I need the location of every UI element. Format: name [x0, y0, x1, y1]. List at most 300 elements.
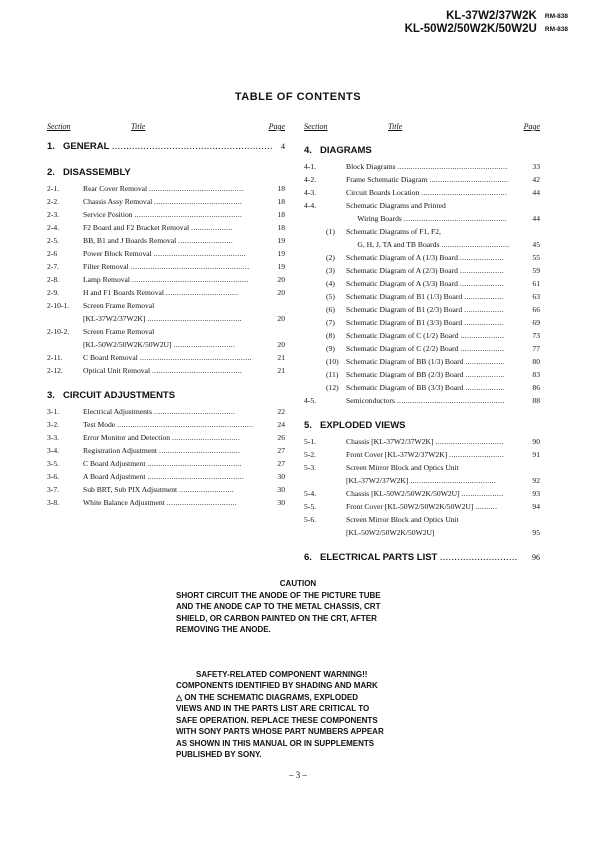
- entry-title: H and F1 Boards Removal: [83, 288, 164, 297]
- entry-title: Wiring Boards: [346, 214, 402, 223]
- entry-title-wrap: [346, 355, 518, 368]
- entry-number: 4-4.: [304, 201, 317, 210]
- entry-title: A Board Adjustment: [83, 472, 146, 481]
- dot-leader: ...................................................: [139, 353, 252, 362]
- dot-leader: .........................................: [151, 366, 243, 375]
- entry-title: [KL-37W2/37W2K]: [346, 476, 409, 485]
- dot-leader: .......................................: [410, 476, 497, 485]
- dot-leader: .......................................: [421, 188, 508, 197]
- toc-entry: [47, 312, 285, 325]
- entry-title-wrap: [346, 238, 518, 251]
- section-number: 1.: [47, 141, 55, 152]
- dot-leader: ...........................................: [147, 314, 242, 323]
- entry-page-number: 30: [277, 485, 285, 494]
- entry-page-number: 55: [532, 253, 540, 262]
- toc-entry: [304, 173, 540, 186]
- toc-entry: [304, 500, 540, 513]
- entry-title: Electrical Adjustments: [83, 407, 152, 416]
- entry-number: 2-10-2.: [47, 327, 70, 336]
- entry-title-wrap: [346, 461, 518, 474]
- toc-entry: [47, 351, 285, 364]
- section-heading: [304, 551, 540, 565]
- entry-title-wrap: [346, 448, 518, 461]
- entry-page-number: 63: [532, 292, 540, 301]
- toc-entry: [47, 208, 285, 221]
- entry-number: 4-2.: [304, 175, 317, 184]
- section-number: 6.: [304, 552, 312, 563]
- entry-title-wrap: [83, 364, 259, 377]
- entry-page-number: 86: [532, 383, 540, 392]
- entry-number: (8): [326, 331, 335, 340]
- entry-number: (10): [326, 357, 339, 366]
- dot-leader: ........................................................: [111, 142, 273, 152]
- entry-page-number: 83: [532, 370, 540, 379]
- entry-title-wrap: [346, 474, 518, 487]
- entry-page-number: 19: [277, 249, 285, 258]
- notice-line: WITH SONY PARTS WHOSE PART NUMBERS APPEAR: [176, 727, 384, 736]
- entry-title: Screen Frame Removal: [83, 327, 155, 336]
- dot-leader: ..................: [464, 292, 504, 301]
- entry-number: 2-4.: [47, 223, 60, 232]
- notice-line: COMPONENTS IDENTIFIED BY SHADING AND MARK: [176, 681, 378, 690]
- entry-number: 3-5.: [47, 459, 60, 468]
- entry-number: 4-5.: [304, 396, 317, 405]
- entry-page-number: 92: [532, 476, 540, 485]
- entry-page-number: 73: [532, 331, 540, 340]
- entry-title: Front Cover [KL-50W2/50W2K/50W2U]: [346, 502, 474, 511]
- entry-page-number: 77: [532, 344, 540, 353]
- entry-number: (1): [326, 227, 335, 236]
- dot-leader: ..................: [464, 305, 504, 314]
- entry-page-number: 93: [532, 489, 540, 498]
- entry-number: (12): [326, 383, 339, 392]
- entry-page-number: 18: [277, 197, 285, 206]
- entry-number: 4-3.: [304, 188, 317, 197]
- entry-number: 2-1.: [47, 184, 60, 193]
- entry-title-wrap: [346, 264, 518, 277]
- entry-number: (7): [326, 318, 335, 327]
- column-headers-right: [304, 122, 540, 136]
- entry-title-wrap: [83, 299, 259, 312]
- dot-leader: .....................................: [153, 407, 236, 416]
- entry-title-wrap: [346, 368, 518, 381]
- entry-title: Schematic Diagram of B1 (3/3) Board: [346, 318, 463, 327]
- entry-page-number: 27: [277, 459, 285, 468]
- entry-title: Power Block Removal: [83, 249, 152, 258]
- entry-title-wrap: [83, 444, 259, 457]
- notice-line: SHIELD, OR CARBON PAINTED ON THE CRT, AFTER: [176, 613, 377, 623]
- entry-title: Schematic Diagram of B1 (2/3) Board: [346, 305, 463, 314]
- section-heading: [47, 389, 285, 403]
- entry-title: Error Monitor and Detection: [83, 433, 171, 442]
- entry-title: [KL-50W2/50W2K/50W2U]: [83, 340, 172, 349]
- dot-leader: ................................: [166, 498, 238, 507]
- entry-title: Screen Mirror Block and Optics Unit: [346, 515, 459, 524]
- entry-title: F2 Board and F2 Bracket Removal: [83, 223, 190, 232]
- toc-entry: [47, 431, 285, 444]
- entry-title-wrap: [83, 431, 259, 444]
- model-line-1: [405, 10, 568, 23]
- entry-number: 2-12.: [47, 366, 63, 375]
- entry-title-wrap: [83, 286, 259, 299]
- section-heading: [304, 419, 540, 433]
- notice-line: AS SHOWN IN THIS MANUAL OR IN SUPPLEMENTS: [176, 738, 375, 748]
- toc-entry: [304, 526, 540, 539]
- toc-entry: [47, 405, 285, 418]
- toc-entry: [47, 325, 285, 338]
- entry-title-wrap: [83, 496, 259, 509]
- toc-entry: [304, 487, 540, 500]
- entry-number: 5-6.: [304, 515, 317, 524]
- entry-title-wrap: [346, 342, 518, 355]
- entry-page-number: 95: [532, 528, 540, 537]
- toc-entry: [304, 251, 540, 264]
- entry-title: C Board Removal: [83, 353, 138, 362]
- entry-title: Schematic Diagram of C (1/2) Board: [346, 331, 459, 340]
- toc-entry: [47, 260, 285, 273]
- entry-page-number: 20: [277, 340, 285, 349]
- toc-entry: [47, 247, 285, 260]
- entry-title-wrap: [83, 221, 259, 234]
- remote-code-1: RM-838: [544, 13, 568, 20]
- entry-number: 3-2.: [47, 420, 60, 429]
- entry-page-number: 90: [532, 437, 540, 446]
- entry-title: Screen Frame Removal: [83, 301, 155, 310]
- toc-entry: [304, 329, 540, 342]
- entry-page-number: 26: [277, 433, 285, 442]
- entry-title-wrap: [346, 381, 518, 394]
- entry-title-wrap: [346, 290, 518, 303]
- section-column-label: Section: [47, 122, 71, 131]
- dot-leader: .........................: [178, 236, 234, 245]
- entry-title-wrap: [346, 435, 518, 448]
- entry-title: Screen Mirror Block and Optics Unit: [346, 463, 459, 472]
- entry-number: 3-4.: [47, 446, 60, 455]
- entry-page-number: 20: [277, 275, 285, 284]
- toc-left-column: [47, 122, 285, 509]
- dot-leader: ...........................: [440, 553, 518, 563]
- caution-title: CAUTION: [279, 579, 317, 588]
- notice-line: REMOVING THE ANODE.: [176, 625, 271, 634]
- toc-entry: [304, 290, 540, 303]
- toc-entry: [304, 316, 540, 329]
- entry-page-number: 20: [277, 314, 285, 323]
- toc-entry: [304, 342, 540, 355]
- dot-leader: ........................................: [154, 197, 243, 206]
- toc-entry: [304, 448, 540, 461]
- entry-page-number: 19: [277, 236, 285, 245]
- notice-line: AND THE ANODE CAP TO THE METAL CHASSIS, CRT: [176, 602, 381, 611]
- entry-page-number: 20: [277, 288, 285, 297]
- entry-title-wrap: [346, 394, 518, 407]
- entry-number: (11): [326, 370, 339, 379]
- entry-title-wrap: [83, 338, 259, 351]
- entry-title-wrap: [346, 316, 518, 329]
- dot-leader: ..............................................................: [117, 420, 254, 429]
- entry-title-wrap: [346, 500, 518, 513]
- entry-page-number: 44: [532, 214, 540, 223]
- section-title: EXPLODED VIEWS: [320, 420, 406, 431]
- entry-number: 3-1.: [47, 407, 60, 416]
- toc-entry: [304, 225, 540, 238]
- entry-page-number: 18: [277, 184, 285, 193]
- safety-warning-title: SAFETY-RELATED COMPONENT WARNING!!: [196, 669, 368, 679]
- dot-leader: .....................................: [158, 446, 241, 455]
- entry-number: 2-6: [47, 249, 58, 258]
- dot-leader: ....................: [459, 279, 504, 288]
- toc-entry: [304, 212, 540, 225]
- entry-page-number: 19: [277, 262, 285, 271]
- entry-title-wrap: [83, 234, 259, 247]
- toc-entry: [304, 264, 540, 277]
- entry-title-wrap: [346, 225, 518, 238]
- left-section-list: [47, 140, 285, 509]
- section-title: DIAGRAMS: [320, 145, 372, 156]
- entry-title: Chassis [KL-50W2/50W2K/50W2U]: [346, 489, 460, 498]
- entry-number: 2-2.: [47, 197, 60, 206]
- dot-leader: ...................: [191, 223, 233, 232]
- entry-page-number: 45: [532, 240, 540, 249]
- entry-title: Schematic Diagrams and Printed: [346, 201, 446, 210]
- entry-title: [KL-37W2/37W2K]: [83, 314, 146, 323]
- entry-page-number: 30: [277, 498, 285, 507]
- entry-title-wrap: [346, 303, 518, 316]
- dot-leader: ..................................................: [397, 162, 508, 171]
- entry-number: (5): [326, 292, 335, 301]
- entry-title: Schematic Diagram of B1 (1/3) Board: [346, 292, 463, 301]
- entry-title-wrap: [346, 199, 518, 212]
- entry-title: Semiconductors: [346, 396, 395, 405]
- dot-leader: ....................: [460, 331, 505, 340]
- entry-title-wrap: [346, 173, 518, 186]
- entry-title-wrap: [83, 483, 259, 496]
- safety-warning-body: [176, 680, 446, 761]
- toc-entry: [47, 273, 285, 286]
- section-title: CIRCUIT ADJUSTMENTS: [63, 390, 176, 401]
- toc-entry: [47, 234, 285, 247]
- entry-page-number: 91: [532, 450, 540, 459]
- dot-leader: ....................: [460, 344, 505, 353]
- dot-leader: ..........: [475, 502, 498, 511]
- entry-title-wrap: [346, 526, 518, 539]
- toc-entry: [304, 186, 540, 199]
- entry-number: 5-3.: [304, 463, 317, 472]
- dot-leader: ......................................................: [130, 262, 250, 271]
- toc-entry: [304, 381, 540, 394]
- entry-title: Rear Cover Removal: [83, 184, 148, 193]
- toc-entry: [304, 238, 540, 251]
- entry-title-wrap: [83, 351, 259, 364]
- entry-title: Schematic Diagram of C (2/2) Board: [346, 344, 459, 353]
- section-number: 5.: [304, 420, 312, 431]
- entry-title: Front Cover [KL-37W2/37W2K]: [346, 450, 448, 459]
- entry-number: 2-11.: [47, 353, 63, 362]
- dot-leader: ..................: [464, 318, 504, 327]
- entry-number: 4-1.: [304, 162, 317, 171]
- entry-number: 2-9.: [47, 288, 60, 297]
- toc-entry: [47, 496, 285, 509]
- toc-entry: [47, 483, 285, 496]
- toc-entry: [304, 199, 540, 212]
- entry-title-wrap: [83, 325, 259, 338]
- entry-title: Filter Removal: [83, 262, 129, 271]
- dot-leader: .....................................................: [131, 275, 249, 284]
- dot-leader: ..................: [465, 383, 505, 392]
- page-number: – 3 –: [289, 770, 307, 780]
- dot-leader: ...........................................: [147, 459, 242, 468]
- toc-entry: [47, 364, 285, 377]
- dot-leader: ............................: [173, 340, 236, 349]
- entry-number: 2-10-1.: [47, 301, 70, 310]
- remote-code-2: RM-838: [544, 26, 568, 33]
- model-line-2: [405, 23, 568, 36]
- entry-title-wrap: [346, 186, 518, 199]
- dot-leader: ....................................: [429, 175, 509, 184]
- entry-number: (2): [326, 253, 335, 262]
- model-numbers-37: KL-37W2/37W2K: [446, 10, 537, 22]
- entry-title: Block Diagrams: [346, 162, 396, 171]
- toc-entry: [47, 338, 285, 351]
- entry-title-wrap: [83, 312, 259, 325]
- entry-page-number: 69: [532, 318, 540, 327]
- entry-title: Chassis [KL-37W2/37W2K]: [346, 437, 434, 446]
- entry-title: [KL-50W2/50W2K/50W2U]: [346, 528, 435, 537]
- page-column-label: Page: [268, 122, 285, 131]
- entry-title-wrap: [346, 160, 518, 173]
- entry-title-wrap: [346, 212, 518, 225]
- entry-number: 3-7.: [47, 485, 60, 494]
- section-heading: [47, 140, 285, 154]
- page-column-label: Page: [523, 122, 540, 131]
- entry-page-number: 66: [532, 305, 540, 314]
- entry-title-wrap: [83, 208, 259, 221]
- page-title: TABLE OF CONTENTS: [234, 91, 362, 103]
- entry-title: G, H, J, TA and TB Boards: [346, 240, 440, 249]
- section-title: GENERAL: [63, 141, 110, 152]
- title-column-label: Title: [131, 122, 146, 131]
- notices: [0, 578, 596, 761]
- entry-number: (6): [326, 305, 335, 314]
- entry-title: Schematic Diagram of A (1/3) Board: [346, 253, 458, 262]
- dot-leader: ...............................: [172, 433, 241, 442]
- entry-title: Schematic Diagram of BB (3/3) Board: [346, 383, 464, 392]
- section-number: 2.: [47, 167, 55, 178]
- toc-entry: [304, 355, 540, 368]
- entry-number: 2-3.: [47, 210, 60, 219]
- entry-title: Lamp Removal: [83, 275, 131, 284]
- notice-line: VIEWS AND IN THE PARTS LIST ARE CRITICAL TO: [176, 704, 370, 713]
- entry-page-number: 88: [532, 396, 540, 405]
- toc-entry: [304, 474, 540, 487]
- entry-title-wrap: [346, 277, 518, 290]
- entry-title-wrap: [83, 195, 259, 208]
- entry-title: Chassis Assy Removal: [83, 197, 153, 206]
- entry-number: 2-5.: [47, 236, 60, 245]
- entry-title: Sub BRT, Sub PIX Adjsutment: [83, 485, 178, 494]
- toc-entry: [304, 513, 540, 526]
- dot-leader: ............................................: [147, 472, 245, 481]
- entry-number: 3-3.: [47, 433, 60, 442]
- document-header: [405, 10, 568, 36]
- entry-page-number: 42: [532, 175, 540, 184]
- toc-entry: [47, 457, 285, 470]
- section-heading: [47, 166, 285, 180]
- entry-number: 2-8.: [47, 275, 60, 284]
- entry-title: White Balance Adjustment: [83, 498, 165, 507]
- entry-title: Circuit Boards Location: [346, 188, 420, 197]
- entry-title-wrap: [83, 418, 259, 431]
- toc-entry: [304, 461, 540, 474]
- dot-leader: ....................: [459, 266, 504, 275]
- toc-entry: [47, 299, 285, 312]
- entry-title-wrap: [83, 247, 259, 260]
- entry-number: 5-1.: [304, 437, 317, 446]
- entry-title-wrap: [346, 487, 518, 500]
- entry-title-wrap: [83, 260, 259, 273]
- toc-entry: [304, 394, 540, 407]
- caution-body: [176, 590, 446, 636]
- toc-right-column: [304, 122, 540, 565]
- toc-entry: [47, 470, 285, 483]
- dot-leader: .........................: [449, 450, 505, 459]
- toc-entry: [47, 221, 285, 234]
- right-section-list: [304, 144, 540, 565]
- section-number: 4.: [304, 145, 312, 156]
- entry-title: Frame Schematic Diagram: [346, 175, 428, 184]
- entry-title: BB, B1 and J Boards Removal: [83, 236, 177, 245]
- entry-title: Schematic Diagram of A (2/3) Board: [346, 266, 458, 275]
- entry-title: Registration Adjustment: [83, 446, 158, 455]
- entry-title-wrap: [83, 405, 259, 418]
- entry-title-wrap: [346, 513, 518, 526]
- dot-leader: ...................: [461, 489, 504, 498]
- section-heading: [304, 144, 540, 158]
- section-page-number: 96: [532, 553, 540, 562]
- entry-number: (3): [326, 266, 335, 275]
- entry-title: Test Mode: [83, 420, 116, 429]
- entry-page-number: 30: [277, 472, 285, 481]
- entry-title: Schematic Diagram of A (3/3) Board: [346, 279, 458, 288]
- entry-title: C Board Adjustment: [83, 459, 146, 468]
- entry-title-wrap: [83, 182, 259, 195]
- entry-number: 5-5.: [304, 502, 317, 511]
- toc-entry: [47, 444, 285, 457]
- column-headers-left: [47, 122, 285, 136]
- entry-page-number: 21: [277, 366, 285, 375]
- entry-page-number: 24: [277, 420, 285, 429]
- dot-leader: .................................................: [396, 396, 505, 405]
- entry-page-number: 18: [277, 210, 285, 219]
- entry-title: Schematic Diagrams of F1, F2,: [346, 227, 441, 236]
- entry-page-number: 80: [532, 357, 540, 366]
- entry-number: 5-4.: [304, 489, 317, 498]
- entry-number: 3-8.: [47, 498, 60, 507]
- section-number: 3.: [47, 390, 55, 401]
- section-column-label: Section: [304, 122, 328, 131]
- entry-title: Schematic Diagram of BB (1/3) Board: [346, 357, 464, 366]
- entry-page-number: 94: [532, 502, 540, 511]
- entry-page-number: 21: [277, 353, 285, 362]
- entry-title-wrap: [83, 457, 259, 470]
- dot-leader: ..................: [465, 370, 505, 379]
- dot-leader: ..........................................: [153, 249, 247, 258]
- dot-leader: ....................: [459, 253, 504, 262]
- dot-leader: ...............................................: [403, 214, 508, 223]
- entry-title-wrap: [346, 329, 518, 342]
- entry-title: Schematic Diagram of BB (2/3) Board: [346, 370, 464, 379]
- dot-leader: ...............................: [435, 437, 504, 446]
- model-numbers-50: KL-50W2/50W2K/50W2U: [404, 23, 537, 35]
